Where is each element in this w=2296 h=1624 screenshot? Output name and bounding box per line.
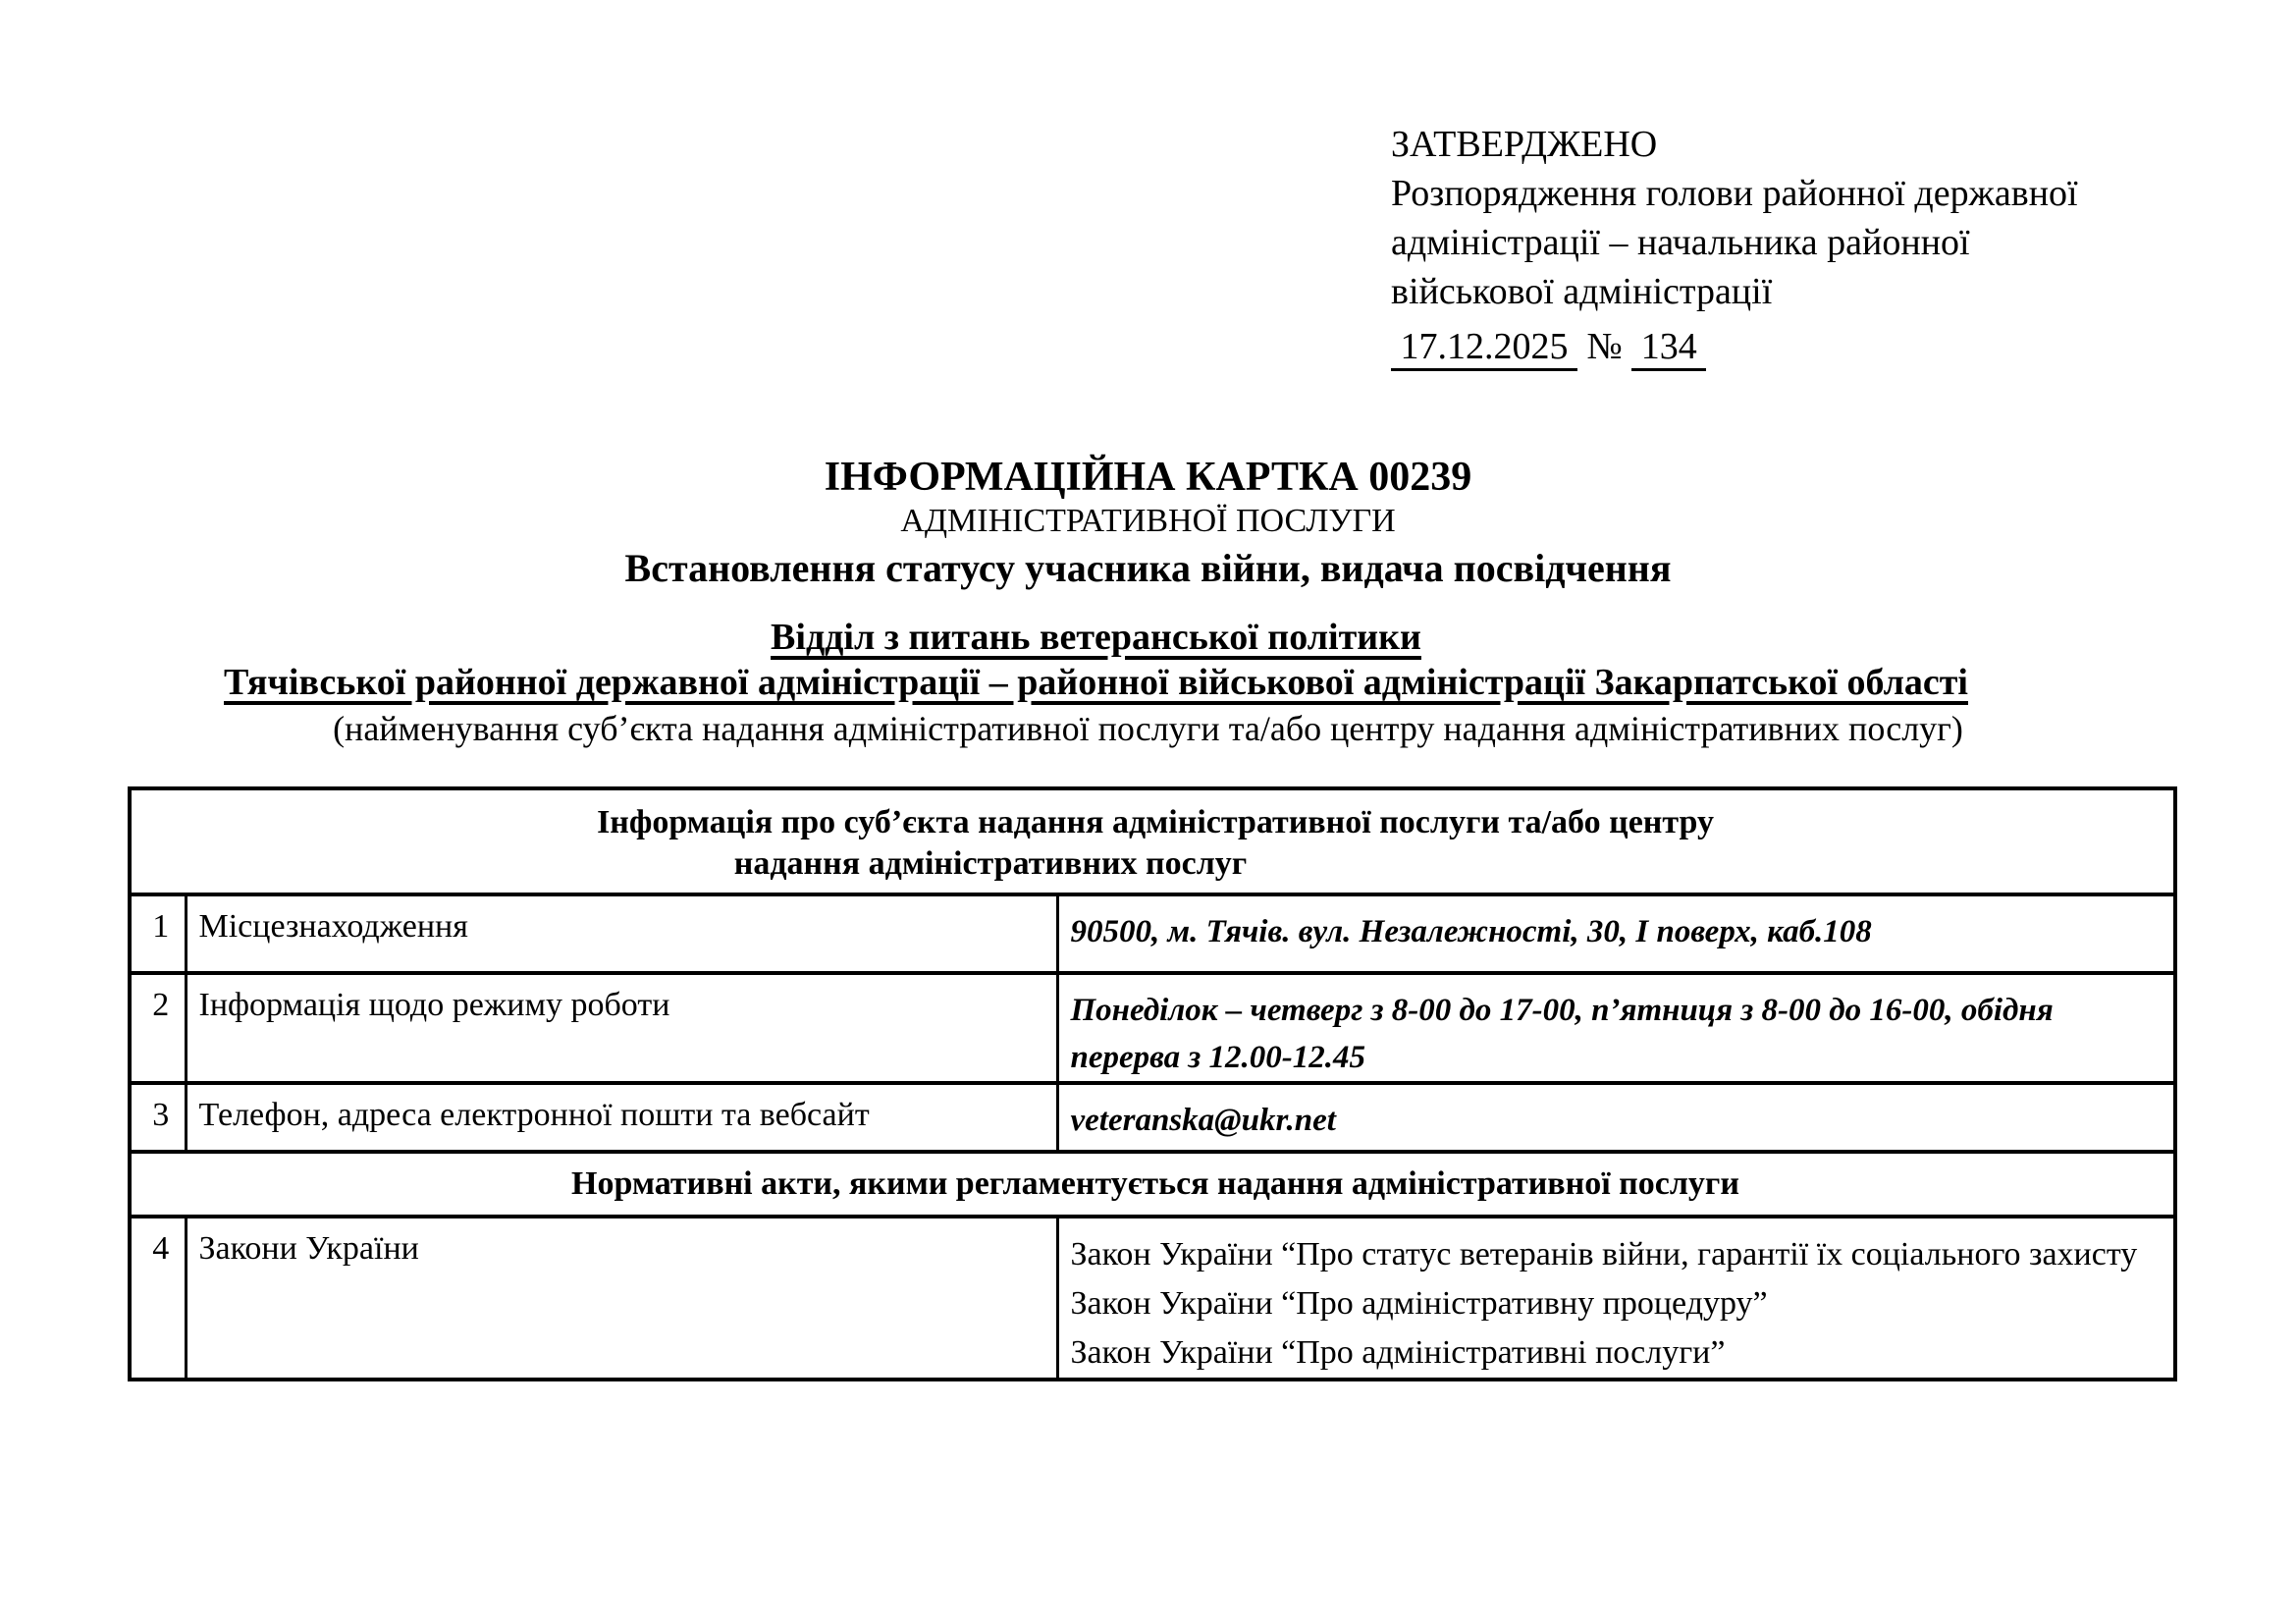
table-section-header-row [130, 1152, 2175, 1217]
table-row [130, 894, 2175, 973]
row-value: veteranska@ukr.net [1057, 1083, 2175, 1152]
legal-section-header: Нормативні акти, якими регламентується надання адміністративної послуги [130, 1152, 2175, 1217]
approval-label: ЗАТВЕРДЖЕНО [1391, 124, 1658, 165]
row-label: Телефон, адреса електронної пошти та вебсайт [186, 1083, 1057, 1152]
row-number: 1 [130, 894, 186, 973]
provider-dept: Відділ з питань ветеранської політики [771, 617, 1421, 658]
card-title: ІНФОРМАЦІЙНА КАРТКА 00239 [824, 455, 1472, 500]
title-block [0, 454, 2296, 591]
row-value: Понеділок – четверг з 8-00 до 17-00, п’ятниця з 8-00 до 16-00, обідня перерва з 12.00-12.45 [1057, 973, 2175, 1083]
approval-line: адміністрації – начальника районної [1391, 222, 1970, 263]
approval-line: Розпорядження голови районної державної [1391, 173, 2078, 214]
provider-org: Тячівської районної державної адміністрації – районної військової адміністрації Закарпатської області [224, 662, 1968, 703]
card-subtitle: АДМІНІСТРАТИВНОЇ ПОСЛУГИ [900, 503, 1396, 539]
row-label: Місцезнаходження [186, 894, 1057, 973]
table-section-header-row [130, 788, 2175, 894]
row-number: 2 [130, 973, 186, 1083]
info-section-header [130, 788, 2175, 894]
info-table [128, 786, 2177, 1381]
approval-date-line [1391, 322, 2166, 371]
approval-line: військової адміністрації [1391, 271, 1773, 312]
table-row [130, 973, 2175, 1083]
approval-date: 17.12.2025 [1391, 326, 1577, 371]
approval-number: 134 [1631, 326, 1706, 371]
info-header-line2: надання адміністративних послуг [733, 845, 1248, 882]
provider-caption: (найменування суб’єкта надання адміністративної послуги та/або центру надання адміністративних послуг) [333, 709, 1963, 748]
table-row [130, 1083, 2175, 1152]
info-header-line1: Інформація про суб’єкта надання адміністративної послуги та/або центру [597, 804, 1714, 840]
approval-block [1391, 120, 2166, 371]
provider-block [0, 615, 2296, 750]
service-name: Встановлення статусу учасника війни, видача посвідчення [624, 546, 1672, 590]
row-number: 4 [130, 1217, 186, 1380]
row-label: Інформація щодо режиму роботи [186, 973, 1057, 1083]
row-label: Закони України [186, 1217, 1057, 1380]
law-line: Закон України “Про статус ветеранів війни, гарантії їх соціального захисту [1070, 1236, 2138, 1272]
law-line: Закон України “Про адміністративні послуги” [1070, 1334, 1726, 1371]
row-value-laws [1057, 1217, 2175, 1380]
number-sign: № [1577, 326, 1632, 367]
law-line: Закон України “Про адміністративну процедуру” [1070, 1285, 1768, 1322]
row-number: 3 [130, 1083, 186, 1152]
row-value: 90500, м. Тячів. вул. Незалежності, 30, І поверх, каб.108 [1057, 894, 2175, 973]
table-row [130, 1217, 2175, 1380]
